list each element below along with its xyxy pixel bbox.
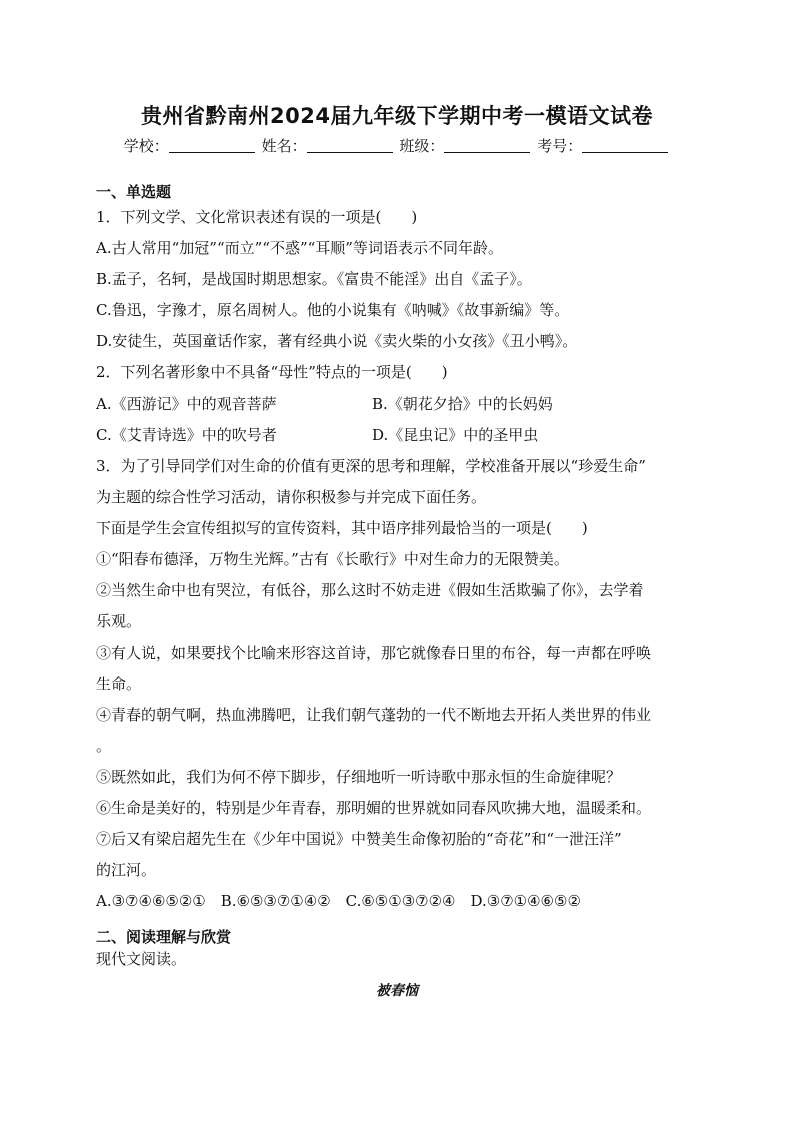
number-label: 考号： — [537, 137, 583, 155]
section-heading-2: 二、阅读理解与欣赏 — [96, 928, 232, 946]
class-label: 班级： — [399, 137, 445, 155]
reading-intro: 现代文阅读。 — [96, 950, 187, 968]
sentence-1: ①“阳春布德泽，万物生光辉。”古有《长歌行》中对生命力的无限赞美。 — [96, 550, 569, 568]
question-3-stem-line-2: 为主题的综合性学习活动，请你积极参与并完成下面任务。 — [96, 488, 487, 506]
number-blank — [582, 138, 668, 153]
section-heading-1: 一、单选题 — [96, 183, 172, 201]
question-1-option-c: C.鲁迅，字豫才，原名周树人。他的小说集有《呐喊》《故事新编》等。 — [96, 301, 570, 319]
sentence-2-line-1: ②当然生命中也有哭泣，有低谷，那么这时不妨走进《假如生活欺骗了你》，去学着 — [96, 581, 644, 599]
question-1-option-b: B.孟子，名轲，是战国时期思想家。《富贵不能淫》出自《孟子》。 — [96, 270, 532, 288]
question-3-options: A.③⑦④⑥⑤②① B.⑥⑤③⑦①④② C.⑥⑤①③⑦②④ D.③⑦①④⑥⑤② — [96, 892, 581, 910]
student-info-line — [0, 135, 794, 156]
page-title: 贵州省黔南州2024届九年级下学期中考一模语文试卷 — [141, 104, 653, 128]
question-2-option-d: D.《昆虫记》中的圣甲虫 — [372, 426, 539, 444]
school-label: 学校： — [123, 137, 169, 155]
question-2-stem: 2．下列名著形象中不具备“母性”特点的一项是( ) — [96, 363, 448, 381]
question-3-stem-line-3: 下面是学生会宣传组拟写的宣传资料，其中语序排列最恰当的一项是( ) — [96, 519, 588, 537]
sentence-7-line-1: ⑦后又有梁启超先生在《少年中国说》中赞美生命像初胎的“奇花”和“一泄汪洋” — [96, 830, 622, 848]
sentence-4-line-1: ④青春的朝气啊，热血沸腾吧，让我们朝气蓬勃的一代不断地去开拓人类世界的伟业 — [96, 706, 652, 724]
sentence-7-line-2: 的江河。 — [96, 861, 157, 879]
sentence-4-line-2: 。 — [96, 737, 112, 755]
question-2-option-b: B.《朝花夕拾》中的长妈妈 — [372, 395, 553, 413]
school-blank — [169, 138, 255, 153]
name-blank — [307, 138, 393, 153]
sentence-3-line-1: ③有人说，如果要找个比喻来形容这首诗，那它就像春日里的布谷，每一声都在呼唤 — [96, 644, 652, 662]
sentence-3-line-2: 生命。 — [96, 675, 142, 693]
question-2-option-c: C.《艾青诗选》中的吹号者 — [96, 426, 277, 444]
question-1-option-d: D.安徒生，英国童话作家，著有经典小说《卖火柴的小女孩》《丑小鸭》。 — [96, 332, 578, 350]
class-blank — [444, 138, 530, 153]
question-3-stem-line-1: 3．为了引导同学们对生命的价值有更深的思考和理解，学校准备开展以“珍爱生命” — [96, 457, 646, 475]
sentence-5: ⑤既然如此，我们为何不停下脚步，仔细地听一听诗歌中那永恒的生命旋律呢？ — [96, 768, 622, 786]
sentence-6: ⑥生命是美好的，特别是少年青春，那明媚的世界就如同春风吹拂大地，温暖柔和。 — [96, 799, 652, 817]
sentence-2-line-2: 乐观。 — [96, 612, 142, 630]
question-1-option-a: A.古人常用“加冠”“而立”“不惑”“耳顺”等词语表示不同年龄。 — [96, 239, 503, 257]
question-2-option-a: A.《西游记》中的观音菩萨 — [96, 395, 277, 413]
question-1-stem: 1．下列文学、文化常识表述有误的一项是( ) — [96, 208, 418, 226]
passage-title: 被春恼 — [376, 983, 418, 999]
name-label: 姓名： — [261, 137, 307, 155]
